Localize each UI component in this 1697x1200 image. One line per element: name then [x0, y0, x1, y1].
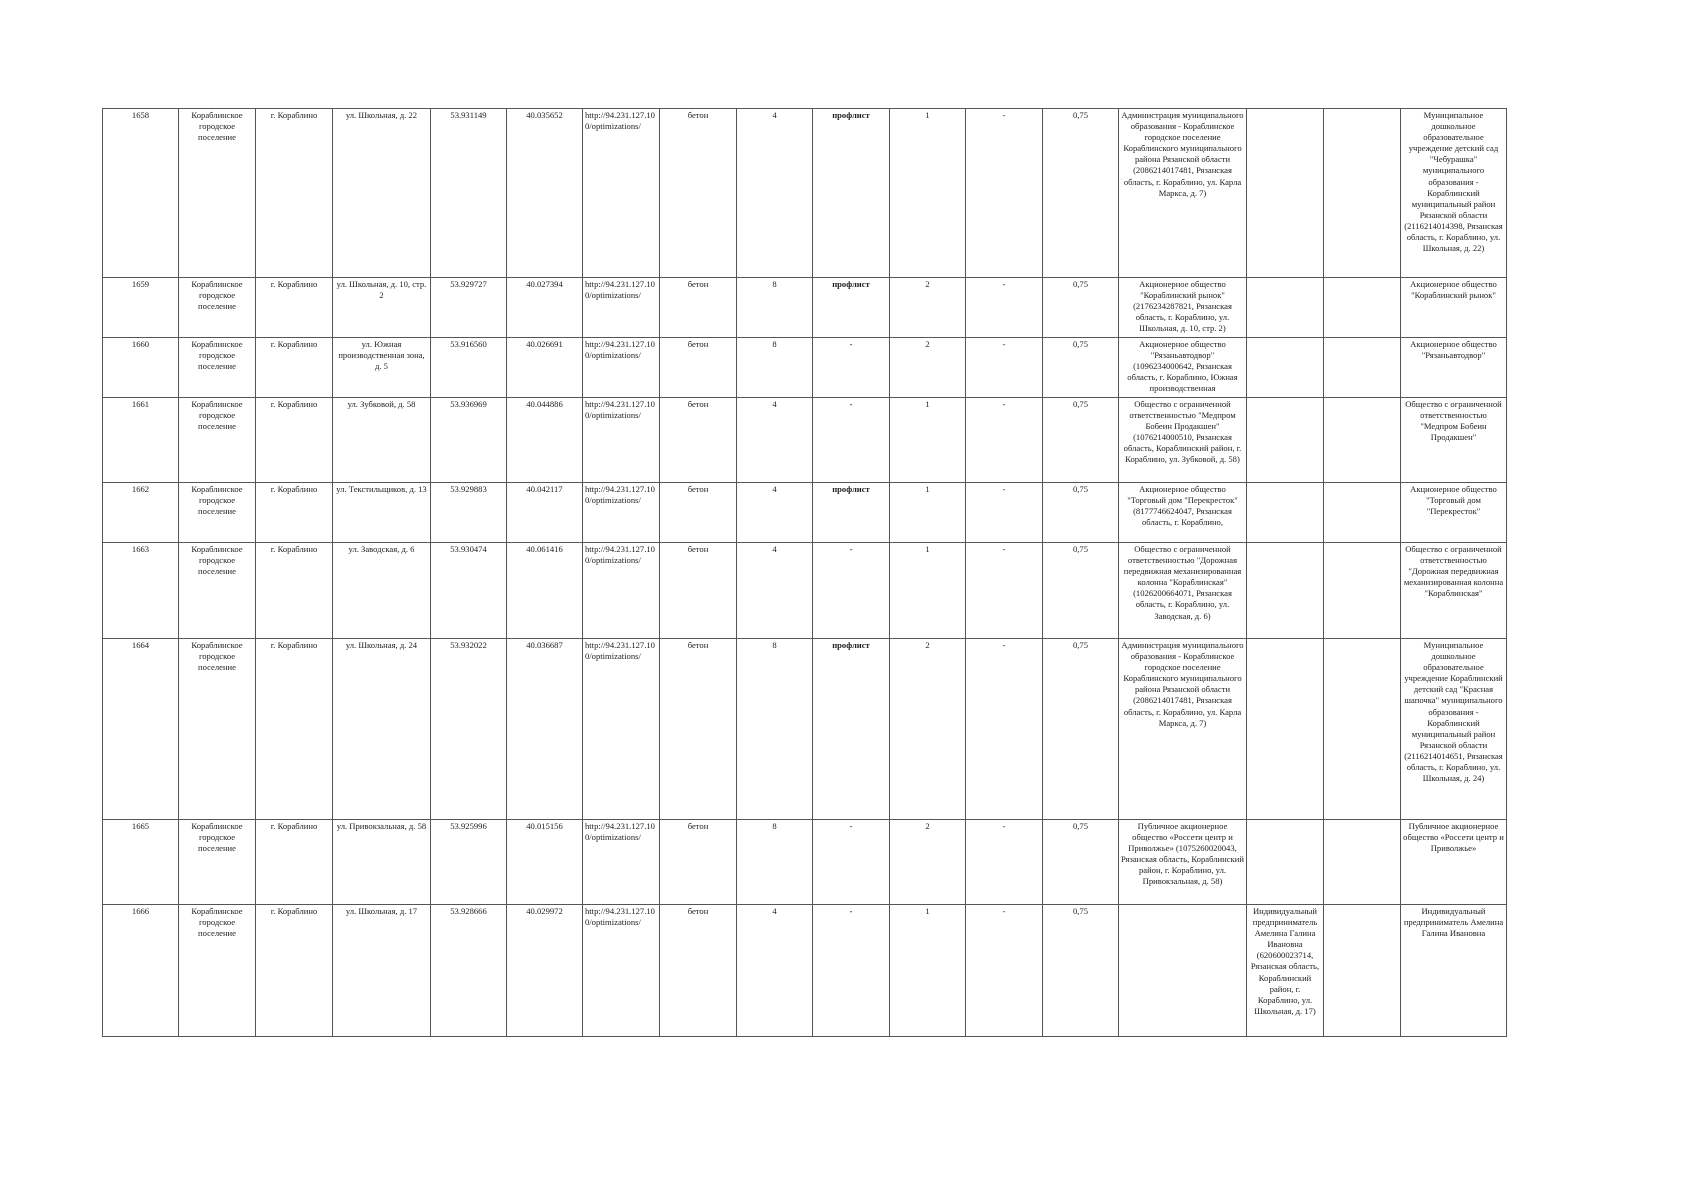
bunker-count-cell: -: [966, 483, 1043, 543]
area-cell: 4: [737, 543, 813, 639]
fence-type-cell: -: [813, 338, 890, 398]
surface-type-cell: бетон: [660, 543, 737, 639]
table-row: [103, 905, 1507, 1037]
longitude-cell: 40.029972: [507, 905, 583, 1037]
waste-source-cell: Публичное акционерное общество «Россети центр и Приволжье»: [1401, 820, 1507, 905]
container-count-cell: 1: [890, 483, 966, 543]
settlement-cell: Кораблинское городское поселение: [179, 483, 256, 543]
surface-type-cell: бетон: [660, 905, 737, 1037]
settlement-cell: Кораблинское городское поселение: [179, 109, 256, 278]
surface-type-cell: бетон: [660, 483, 737, 543]
area-cell: 8: [737, 278, 813, 338]
fence-type-cell: -: [813, 905, 890, 1037]
owner-individual-cell: [1324, 639, 1401, 820]
address-cell: ул. Зубковой, д. 58: [333, 398, 431, 483]
surface-type-cell: бетон: [660, 820, 737, 905]
longitude-cell: 40.015156: [507, 820, 583, 905]
address-cell: ул. Школьная, д. 17: [333, 905, 431, 1037]
table-row: [103, 398, 1507, 483]
address-cell: ул. Школьная, д. 22: [333, 109, 431, 278]
address-cell: ул. Заводская, д. 6: [333, 543, 431, 639]
bunker-count-cell: -: [966, 820, 1043, 905]
map-link-cell: http://94.231.127.100/optimizations/: [583, 543, 660, 639]
fence-type-cell: профлист: [813, 109, 890, 278]
row-number-cell: 1661: [103, 398, 179, 483]
row-number-cell: 1658: [103, 109, 179, 278]
waste-source-cell: Общество с ограниченной ответственностью "Медпром Бобеин Продакшен": [1401, 398, 1507, 483]
owner-legal-entity-cell: Администрация муниципального образования - Кораблинское городское поселение Кораблинского муниципального района Рязанской области (2086214017481, Рязанская область, г. Кораблино, ул. Карла Маркса, д. 7): [1119, 639, 1247, 820]
waste-source-cell: Общество с ограниченной ответственностью "Дорожная передвижная механизированная колонна "Кораблинская": [1401, 543, 1507, 639]
table-row: [103, 109, 1507, 278]
owner-individual-cell: [1324, 338, 1401, 398]
area-cell: 8: [737, 820, 813, 905]
container-volume-cell: 0,75: [1043, 338, 1119, 398]
owner-entrepreneur-cell: [1247, 483, 1324, 543]
row-number-cell: 1663: [103, 543, 179, 639]
bunker-count-cell: -: [966, 278, 1043, 338]
container-volume-cell: 0,75: [1043, 278, 1119, 338]
container-count-cell: 2: [890, 278, 966, 338]
waste-source-cell: Индивидуальный предприниматель Амелина Галина Ивановна: [1401, 905, 1507, 1037]
owner-individual-cell: [1324, 820, 1401, 905]
area-cell: 4: [737, 483, 813, 543]
row-number-cell: 1662: [103, 483, 179, 543]
bunker-count-cell: -: [966, 109, 1043, 278]
area-cell: 4: [737, 398, 813, 483]
city-cell: г. Кораблино: [256, 278, 333, 338]
settlement-cell: Кораблинское городское поселение: [179, 543, 256, 639]
map-link-cell: http://94.231.127.100/optimizations/: [583, 820, 660, 905]
city-cell: г. Кораблино: [256, 338, 333, 398]
latitude-cell: 53.930474: [431, 543, 507, 639]
address-cell: ул. Привокзальная, д. 58: [333, 820, 431, 905]
row-number-cell: 1665: [103, 820, 179, 905]
settlement-cell: Кораблинское городское поселение: [179, 398, 256, 483]
latitude-cell: 53.929727: [431, 278, 507, 338]
latitude-cell: 53.916560: [431, 338, 507, 398]
owner-entrepreneur-cell: [1247, 639, 1324, 820]
container-count-cell: 1: [890, 109, 966, 278]
city-cell: г. Кораблино: [256, 109, 333, 278]
owner-legal-entity-cell: Общество с ограниченной ответственностью "Медпром Бобеин Продакшен" (1076214000510, Рязанская область, Кораблинский район, г. Кораблино, ул. Зубковой, д. 58): [1119, 398, 1247, 483]
owner-entrepreneur-cell: [1247, 820, 1324, 905]
longitude-cell: 40.027394: [507, 278, 583, 338]
city-cell: г. Кораблино: [256, 639, 333, 820]
table-row: [103, 483, 1507, 543]
latitude-cell: 53.936969: [431, 398, 507, 483]
city-cell: г. Кораблино: [256, 483, 333, 543]
latitude-cell: 53.928666: [431, 905, 507, 1037]
owner-individual-cell: [1324, 483, 1401, 543]
table-row: [103, 278, 1507, 338]
container-volume-cell: 0,75: [1043, 398, 1119, 483]
container-count-cell: 2: [890, 639, 966, 820]
waste-sites-register-table: [102, 108, 1507, 1037]
area-cell: 8: [737, 639, 813, 820]
container-count-cell: 1: [890, 398, 966, 483]
surface-type-cell: бетон: [660, 278, 737, 338]
container-volume-cell: 0,75: [1043, 639, 1119, 820]
container-volume-cell: 0,75: [1043, 905, 1119, 1037]
bunker-count-cell: -: [966, 398, 1043, 483]
waste-source-cell: Акционерное общество "Кораблинский рынок": [1401, 278, 1507, 338]
city-cell: г. Кораблино: [256, 398, 333, 483]
owner-entrepreneur-cell: [1247, 278, 1324, 338]
longitude-cell: 40.035652: [507, 109, 583, 278]
fence-type-cell: -: [813, 543, 890, 639]
address-cell: ул. Южная производственная зона, д. 5: [333, 338, 431, 398]
latitude-cell: 53.925996: [431, 820, 507, 905]
container-volume-cell: 0,75: [1043, 820, 1119, 905]
fence-type-cell: профлист: [813, 483, 890, 543]
latitude-cell: 53.929883: [431, 483, 507, 543]
table-row: [103, 338, 1507, 398]
owner-legal-entity-cell: [1119, 905, 1247, 1037]
address-cell: ул. Школьная, д. 10, стр. 2: [333, 278, 431, 338]
map-link-cell: http://94.231.127.100/optimizations/: [583, 398, 660, 483]
map-link-cell: http://94.231.127.100/optimizations/: [583, 639, 660, 820]
bunker-count-cell: -: [966, 905, 1043, 1037]
row-number-cell: 1666: [103, 905, 179, 1037]
area-cell: 4: [737, 109, 813, 278]
map-link-cell: http://94.231.127.100/optimizations/: [583, 905, 660, 1037]
fence-type-cell: -: [813, 398, 890, 483]
waste-source-cell: Акционерное общество "Торговый дом "Перекресток": [1401, 483, 1507, 543]
longitude-cell: 40.026691: [507, 338, 583, 398]
longitude-cell: 40.044886: [507, 398, 583, 483]
map-link-cell: http://94.231.127.100/optimizations/: [583, 278, 660, 338]
owner-individual-cell: [1324, 905, 1401, 1037]
table-row: [103, 820, 1507, 905]
area-cell: 4: [737, 905, 813, 1037]
surface-type-cell: бетон: [660, 109, 737, 278]
table-row: [103, 543, 1507, 639]
fence-type-cell: профлист: [813, 639, 890, 820]
address-cell: ул. Школьная, д. 24: [333, 639, 431, 820]
city-cell: г. Кораблино: [256, 905, 333, 1037]
row-number-cell: 1660: [103, 338, 179, 398]
surface-type-cell: бетон: [660, 398, 737, 483]
bunker-count-cell: -: [966, 543, 1043, 639]
container-count-cell: 1: [890, 543, 966, 639]
fence-type-cell: -: [813, 820, 890, 905]
surface-type-cell: бетон: [660, 338, 737, 398]
owner-entrepreneur-cell: [1247, 543, 1324, 639]
row-number-cell: 1659: [103, 278, 179, 338]
address-cell: ул. Текстильщиков, д. 13: [333, 483, 431, 543]
owner-individual-cell: [1324, 109, 1401, 278]
latitude-cell: 53.931149: [431, 109, 507, 278]
bunker-count-cell: -: [966, 338, 1043, 398]
city-cell: г. Кораблино: [256, 543, 333, 639]
surface-type-cell: бетон: [660, 639, 737, 820]
owner-individual-cell: [1324, 278, 1401, 338]
settlement-cell: Кораблинское городское поселение: [179, 820, 256, 905]
owner-entrepreneur-cell: [1247, 109, 1324, 278]
container-volume-cell: 0,75: [1043, 483, 1119, 543]
bunker-count-cell: -: [966, 639, 1043, 820]
longitude-cell: 40.061416: [507, 543, 583, 639]
container-count-cell: 2: [890, 820, 966, 905]
container-count-cell: 2: [890, 338, 966, 398]
waste-source-cell: Акционерное общество "Рязаньавтодвор": [1401, 338, 1507, 398]
owner-legal-entity-cell: Акционерное общество "Кораблинский рынок" (2176234287821, Рязанская область, г. Кораблино, ул. Школьная, д. 10, стр. 2): [1119, 278, 1247, 338]
container-volume-cell: 0,75: [1043, 109, 1119, 278]
owner-legal-entity-cell: Акционерное общество "Торговый дом "Перекресток" (8177746624047, Рязанская область, г. Кораблино,: [1119, 483, 1247, 543]
settlement-cell: Кораблинское городское поселение: [179, 905, 256, 1037]
owner-legal-entity-cell: Акционерное общество "Рязаньавтодвор" (1096234000642, Рязанская область, г. Кораблино, Южная производственная: [1119, 338, 1247, 398]
owner-entrepreneur-cell: [1247, 338, 1324, 398]
container-volume-cell: 0,75: [1043, 543, 1119, 639]
row-number-cell: 1664: [103, 639, 179, 820]
settlement-cell: Кораблинское городское поселение: [179, 338, 256, 398]
settlement-cell: Кораблинское городское поселение: [179, 639, 256, 820]
settlement-cell: Кораблинское городское поселение: [179, 278, 256, 338]
owner-entrepreneur-cell: [1247, 398, 1324, 483]
owner-entrepreneur-cell: Индивидуальный предприниматель Амелина Галина Ивановна (620600023714, Рязанская область, Кораблинский район, г. Кораблино, ул. Школьная, д. 17): [1247, 905, 1324, 1037]
owner-legal-entity-cell: Общество с ограниченной ответственностью "Дорожная передвижная механизированная колонна "Кораблинская" (1026200664071, Рязанская область, г. Кораблино, ул. Заводская, д. 6): [1119, 543, 1247, 639]
map-link-cell: http://94.231.127.100/optimizations/: [583, 109, 660, 278]
owner-legal-entity-cell: Администрация муниципального образования - Кораблинское городское поселение Кораблинского муниципального района Рязанской области (2086214017481, Рязанская область, г. Кораблино, ул. Карла Маркса, д. 7): [1119, 109, 1247, 278]
area-cell: 8: [737, 338, 813, 398]
latitude-cell: 53.932022: [431, 639, 507, 820]
map-link-cell: http://94.231.127.100/optimizations/: [583, 338, 660, 398]
owner-legal-entity-cell: Публичное акционерное общество «Россети центр и Приволжье» (1075260020043, Рязанская область, Кораблинский район, г. Кораблино, ул. Привокзальная, д. 58): [1119, 820, 1247, 905]
longitude-cell: 40.036687: [507, 639, 583, 820]
fence-type-cell: профлист: [813, 278, 890, 338]
waste-source-cell: Муниципальное дошкольное образовательное учреждение Кораблинский детский сад "Красная шапочка" муниципального образования - Кораблинский муниципальный район Рязанской области (2116214014651, Рязанская область, г. Кораблино, ул. Школьная, д. 24): [1401, 639, 1507, 820]
waste-source-cell: Муниципальное дошкольное образовательное учреждение детский сад "Чебурашка" муниципального образования - Кораблинский муниципальный район Рязанской области (2116214014398, Рязанская область, г. Кораблино, ул. Школьная, д. 22): [1401, 109, 1507, 278]
owner-individual-cell: [1324, 543, 1401, 639]
longitude-cell: 40.042117: [507, 483, 583, 543]
map-link-cell: http://94.231.127.100/optimizations/: [583, 483, 660, 543]
city-cell: г. Кораблино: [256, 820, 333, 905]
table-row: [103, 639, 1507, 820]
owner-individual-cell: [1324, 398, 1401, 483]
container-count-cell: 1: [890, 905, 966, 1037]
